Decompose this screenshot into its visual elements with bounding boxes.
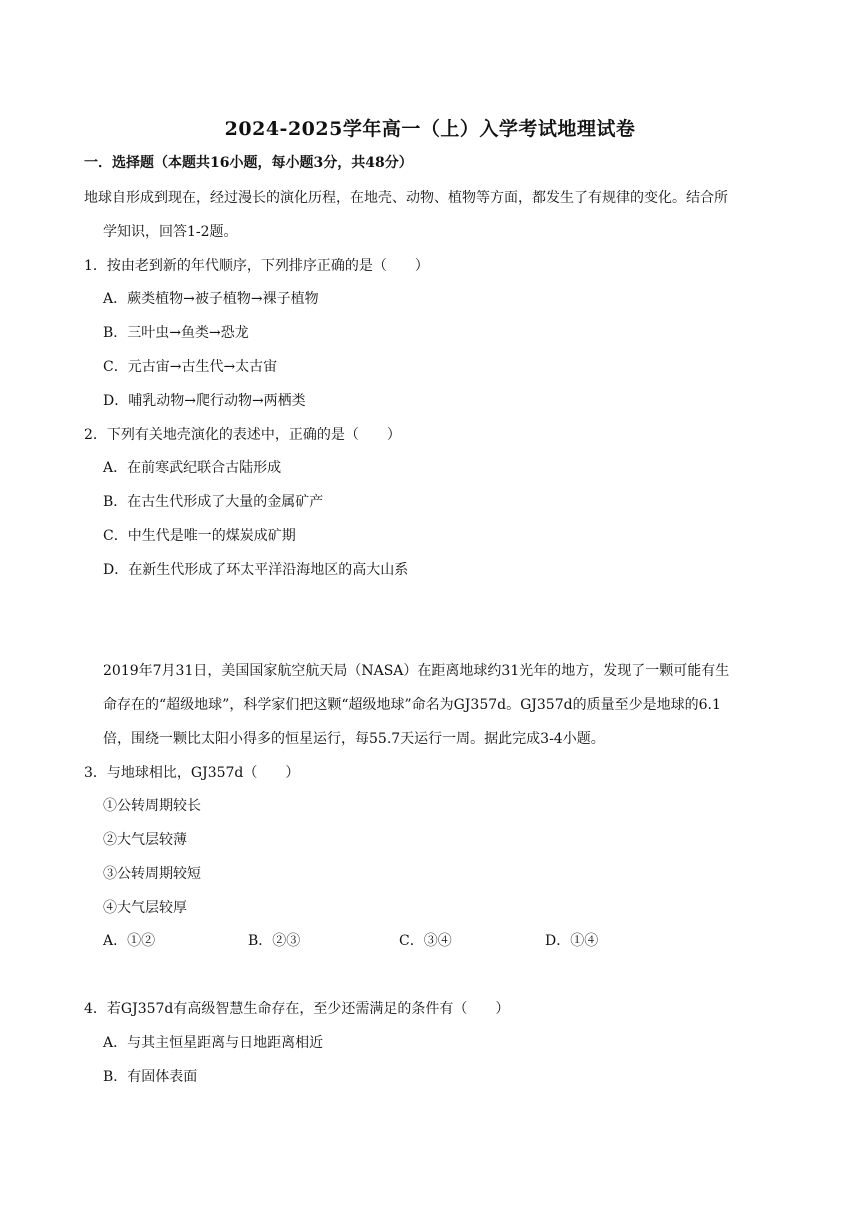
section-heading: 一．选择题（本题共16小题，每小题3分，共48分） xyxy=(84,155,413,171)
question-4-option-a: A．与其主恒星距离与日地距离相近 xyxy=(103,1035,324,1051)
question-1-option-d: D．哺乳动物→爬行动物→两栖类 xyxy=(103,393,306,409)
question-1-option-c: C．元古宙→古生代→太古宙 xyxy=(103,359,278,375)
question-2-option-c: C．中生代是唯一的煤炭成矿期 xyxy=(103,528,296,544)
question-2-option-a: A．在前寒武纪联合古陆形成 xyxy=(103,460,282,476)
question-3-choice-c: C．③④ xyxy=(399,933,452,949)
question-3-statement-2: ②大气层较薄 xyxy=(103,832,187,848)
passage-2-line-1: 2019年7月31日，美国国家航空航天局（NASA）在距离地球约31光年的地方，发现了一颗可能有生 xyxy=(103,663,730,679)
question-2-stem: 2．下列有关地壳演化的表述中，正确的是（ ） xyxy=(84,427,401,443)
passage-2-line-2: 命存在的“超级地球”，科学家们把这颗“超级地球”命名为GJ357d。GJ357d的质量至少是地球的6.1 xyxy=(103,697,721,713)
question-2-option-b: B．在古生代形成了大量的金属矿产 xyxy=(103,494,324,510)
question-3-choice-d: D．①④ xyxy=(545,933,599,949)
passage-1-line-1: 地球自形成到现在，经过漫长的演化历程，在地壳、动物、植物等方面，都发生了有规律的变化。结合所 xyxy=(84,190,728,206)
question-1-option-b: B．三叶虫→鱼类→恐龙 xyxy=(103,325,249,341)
exam-title: 2024-2025学年高一（上）入学考试地理试卷 xyxy=(224,118,636,140)
passage-1-line-2: 学知识，回答1-2题。 xyxy=(103,224,238,240)
question-3-choice-a: A．①② xyxy=(103,933,156,949)
question-3-statement-1: ①公转周期较长 xyxy=(103,798,201,814)
question-2-option-d: D．在新生代形成了环太平洋沿海地区的高大山系 xyxy=(103,562,409,578)
question-3-statement-3: ③公转周期较短 xyxy=(103,866,201,882)
question-3-choice-b: B．②③ xyxy=(248,933,301,949)
question-1-option-a: A．蕨类植物→被子植物→裸子植物 xyxy=(103,291,319,307)
question-4-option-b: B．有固体表面 xyxy=(103,1069,198,1085)
question-3-stem: 3．与地球相比，GJ357d（ ） xyxy=(84,765,300,781)
question-1-stem: 1．按由老到新的年代顺序，下列排序正确的是（ ） xyxy=(84,258,429,274)
passage-2-line-3: 倍，围绕一颗比太阳小得多的恒星运行，每55.7天运行一周。据此完成3-4小题。 xyxy=(103,731,605,747)
question-3-statement-4: ④大气层较厚 xyxy=(103,900,187,916)
question-4-stem: 4．若GJ357d有高级智慧生命存在，至少还需满足的条件有（ ） xyxy=(84,1001,510,1017)
